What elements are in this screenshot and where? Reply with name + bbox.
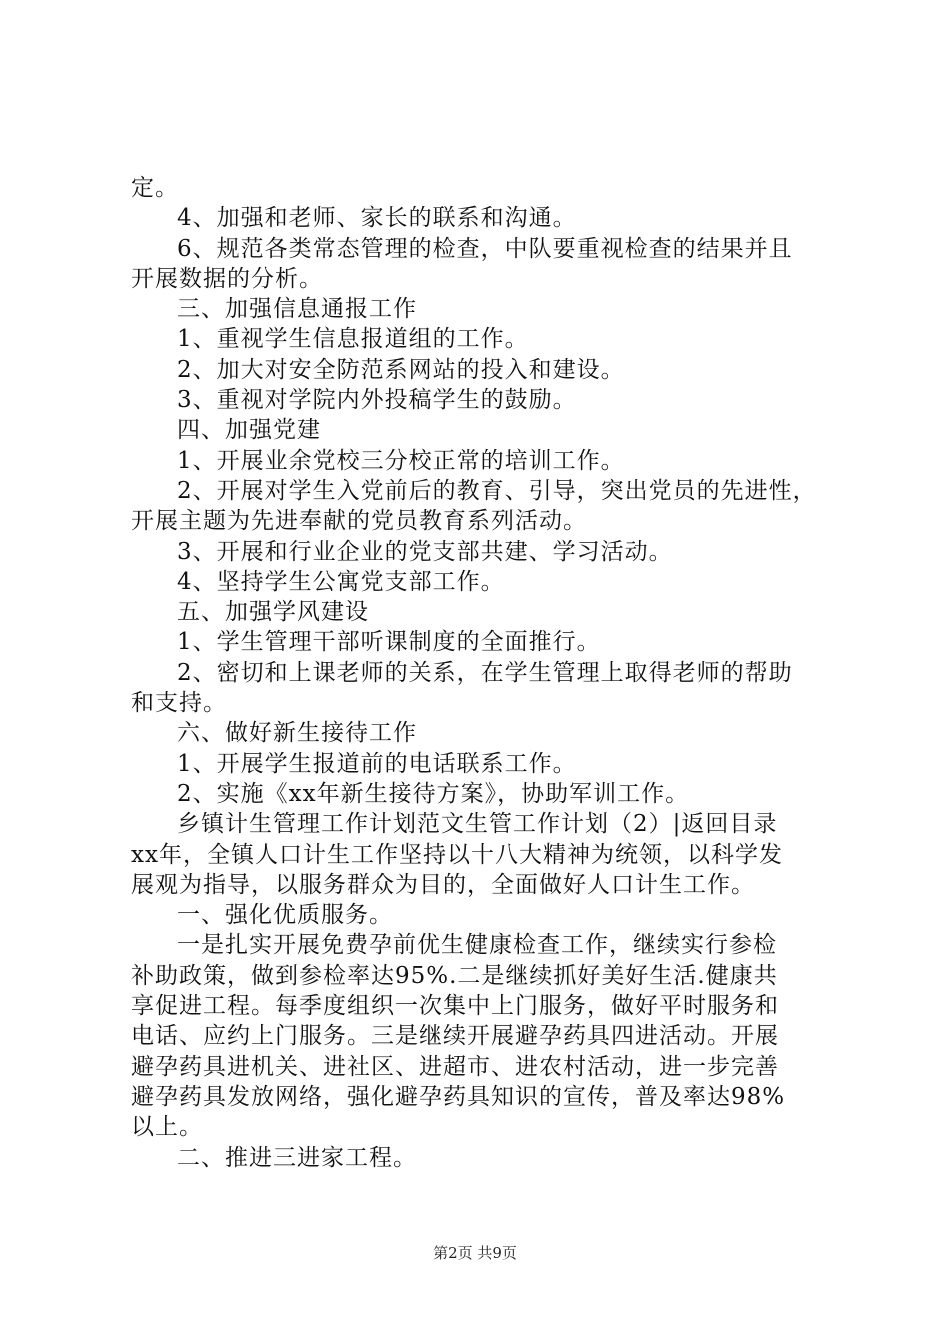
- text-line: 乡镇计生管理工作计划范文生管工作计划（2）|返回目录: [177, 811, 778, 838]
- text-line: 一、强化优质服务。: [177, 902, 393, 929]
- text-line: 1、学生管理干部听课制度的全面推行。: [177, 629, 601, 656]
- text-line: 补助政策，做到参检率达95%.二是继续抓好美好生活.健康共: [131, 962, 778, 989]
- text-line: 避孕药具发放网络，强化避孕药具知识的宣传，普及率达98%: [131, 1083, 786, 1110]
- text-line: 开展数据的分析。: [131, 265, 323, 292]
- text-line: 定。: [131, 175, 179, 201]
- text-line: 电话、应约上门服务。三是继续开展避孕药具四进活动。开展: [131, 1023, 779, 1050]
- text-line: 展观为指导，以服务群众为目的，全面做好人口计生工作。: [131, 871, 755, 898]
- text-line: 2、实施《xx年新生接待方案》，协助军训工作。: [177, 780, 690, 807]
- text-line: 以上。: [131, 1114, 203, 1141]
- text-line: 2、密切和上课老师的关系，在学生管理上取得老师的帮助: [177, 659, 793, 686]
- text-line: 3、开展和行业企业的党支部共建、学习活动。: [177, 538, 673, 565]
- text-line: 1、开展业余党校三分校正常的培训工作。: [177, 447, 625, 474]
- text-line: 6、规范各类常态管理的检查，中队要重视检查的结果并且: [177, 235, 793, 262]
- text-line: 2、开展对学生入党前后的教育、引导，突出党员的先进性，: [177, 477, 817, 504]
- text-line: 4、加强和老师、家长的联系和沟通。: [177, 205, 577, 232]
- page-footer: 第2页 共9页: [433, 1244, 517, 1262]
- text-line: 1、开展学生报道前的电话联系工作。: [177, 750, 577, 777]
- text-line: 五、加强学风建设: [177, 599, 369, 626]
- text-line: 4、坚持学生公寓党支部工作。: [177, 568, 505, 595]
- text-line: 2、加大对安全防范系网站的投入和建设。: [177, 356, 625, 383]
- text-line: 一是扎实开展免费孕前优生健康检查工作，继续实行参检: [177, 932, 777, 959]
- text-line: 四、加强党建: [177, 417, 321, 444]
- text-line: 3、重视对学院内外投稿学生的鼓励。: [177, 387, 577, 414]
- text-line: 开展主题为先进奉献的党员教育系列活动。: [131, 508, 587, 535]
- document-body: [131, 173, 831, 1173]
- text-line: 六、做好新生接待工作: [177, 720, 417, 747]
- text-line: 二、推进三进家工程。: [177, 1144, 417, 1171]
- text-line: 享促进工程。每季度组织一次集中上门服务，做好平时服务和: [131, 993, 779, 1020]
- text-line: 避孕药具进机关、进社区、进超市、进农村活动，进一步完善: [131, 1053, 779, 1080]
- text-line: 和支持。: [131, 690, 227, 717]
- text-line: xx年，全镇人口计生工作坚持以十八大精神为统领，以科学发: [131, 841, 783, 868]
- text-line: 三、加强信息通报工作: [177, 296, 417, 323]
- text-line: 1、重视学生信息报道组的工作。: [177, 326, 529, 353]
